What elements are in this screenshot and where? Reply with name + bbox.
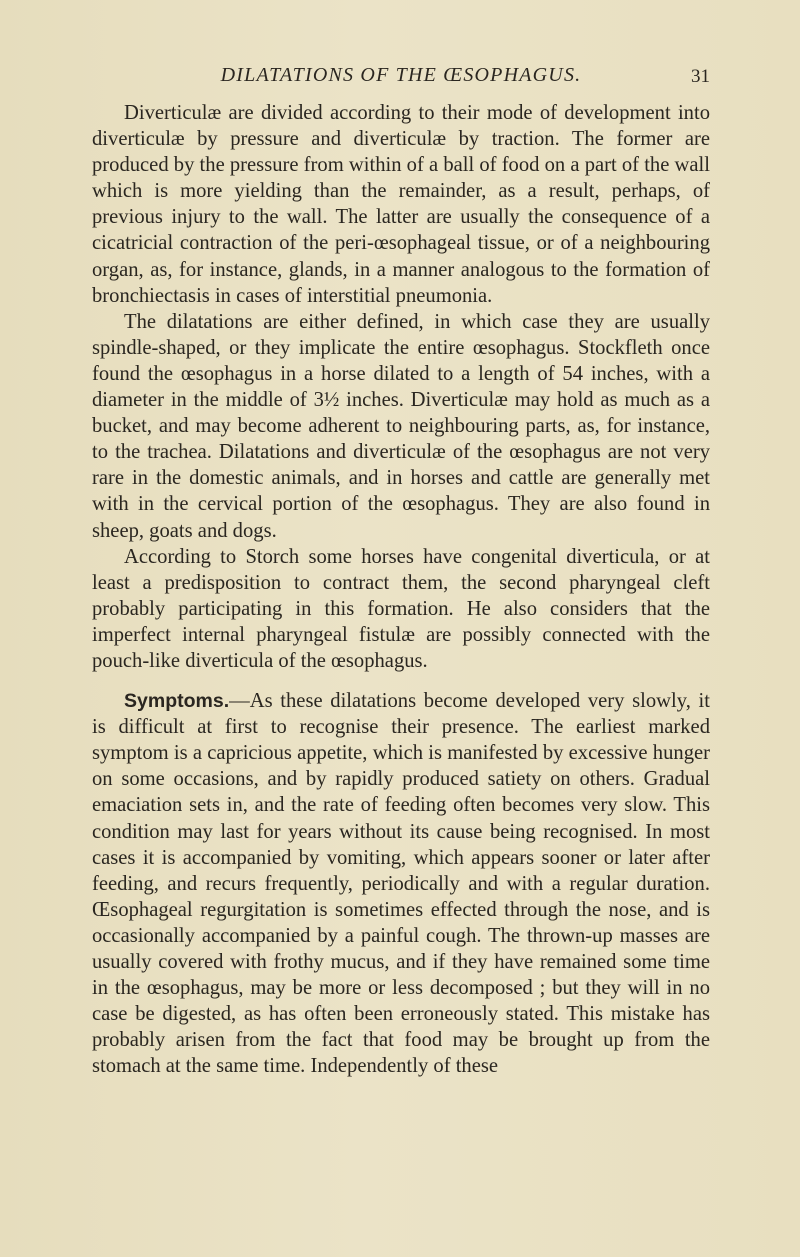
section-heading-symptoms: Symptoms. — [124, 690, 230, 713]
symptoms-text: —As these dilatations become developed very slowly, it is difficult at first to recognise their presence. The earliest marked symptom is a capricious appetite, which is manifested by excessive hunger on some occasions, and by rapidly produced satiety on others. Gradual emaciation sets in, and the rate of feeding often becomes very slow. This condition may last for years without its cause being recognised. In most cases it is accompanied by vomiting, which appears sooner or later after feeding, and recurs frequently, periodically and with a regular duration. Œsophageal regurgitation is sometimes effected through the nose, and is occasionally accompanied by a painful cough. The thrown-up masses are usually covered with frothy mucus, and if they have remained some time in the œsophagus, may be more or less decomposed ; but they will in no case be digested, as has often been erroneously stated. This mistake has probably arisen from the fact that food may be brought up from the stomach at the same time. Independently of these — [92, 690, 710, 1078]
paragraph-storch: According to Storch some horses have congenital diverticula, or at least a predisposition to contract them, the second pharyngeal cleft probably participating in this formation. He also considers that the imperfect internal pharyngeal fistulæ are possibly connected with the pouch-like diverticula of the œsophagus. — [92, 545, 710, 672]
paragraph-symptoms — [92, 688, 710, 1079]
running-title: DILATATIONS OF THE ŒSOPHAGUS. — [220, 64, 582, 86]
paragraph-dilatations: The dilatations are either defined, in which case they are usually spindle-shaped, or they implicate the entire œsophagus. Stockfleth once found the œsophagus in a horse dilated to a length of 54 inches, with a diameter in the middle of 3½ inches. Diverticulæ may hold as much as a bucket, and may become adherent to neighbouring parts, as, for instance, to the trachea. Dilatations and diverticulæ of the œsophagus are not very rare in the domestic animals, and in horses and cattle are generally met with in the cervical portion of the œsophagus. They are also found in sheep, goats and dogs. — [92, 310, 710, 542]
page-number: 31 — [691, 66, 710, 87]
paragraph-diverticulae: Diverticulæ are divided according to their mode of development into diverticulæ by pressure and diverticulæ by traction. The former are produced by the pressure from within of a ball of food on a part of the wall which is more yielding than the remainder, as a result, perhaps, of previous injury to the wall. The latter are usually the consequence of a cicatricial contraction of the peri-œsophageal tissue, or of a neighbouring organ, as, for instance, glands, in a manner analogous to the formation of bronchiectasis in cases of interstitial pneumonia. — [92, 102, 710, 307]
running-head — [92, 64, 710, 94]
body-text — [92, 100, 710, 1079]
